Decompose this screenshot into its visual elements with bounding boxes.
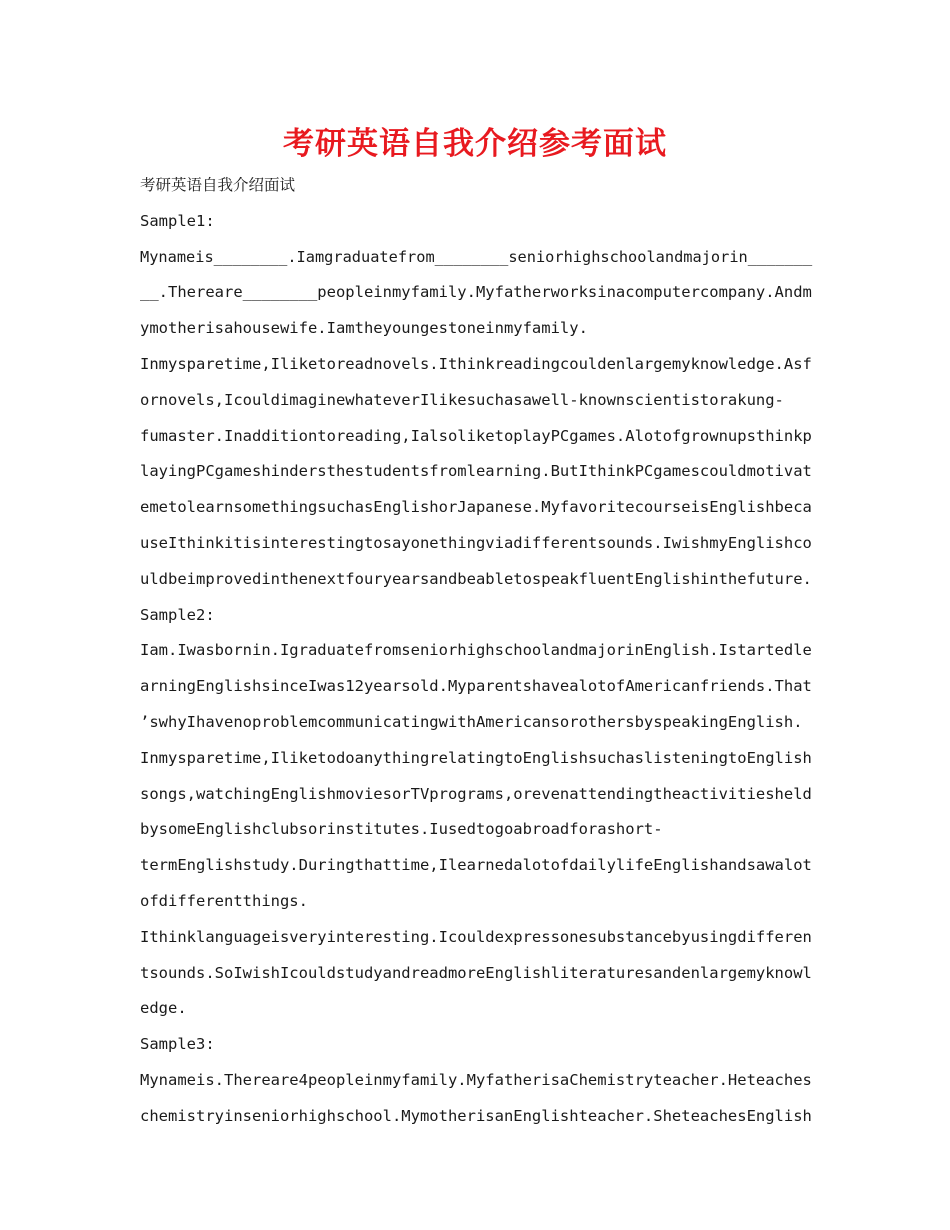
body-line: Mynameis________.Iamgraduatefrom________seniorhighschoolandmajorin_______ xyxy=(140,247,813,266)
body-line: fumaster.Inadditiontoreading,IalsoliketoplayPCgames.Alotofgrownupsthinkp xyxy=(140,426,812,445)
body-line: ymotherisahousewife.Iamtheyoungestoneinmyfamily. xyxy=(140,319,588,338)
body-line: Iam.Iwasbornin.IgraduatefromseniorhighschoolandmajorinEnglish.Istartedle xyxy=(140,641,812,660)
body-line: chemistryinseniorhighschool.MymotherisanEnglishteacher.SheteachesEnglish xyxy=(140,1106,812,1125)
body-line: songs,watchingEnglishmoviesorTVprograms,orevenattendingtheactivitiesheld xyxy=(140,784,812,803)
body-line: Inmysparetime,Iliketoreadnovels.Ithinkreadingcouldenlargemyknowledge.Asf xyxy=(140,354,812,373)
document-title: 考研英语自我介绍参考面试 xyxy=(283,126,667,162)
body-line: arningEnglishsinceIwas12yearsold.MyparentshavealotofAmericanfriends.That xyxy=(140,677,812,696)
body-line: ’swhyIhavenoproblemcommunicatingwithAmericansorothersbyspeakingEnglish. xyxy=(140,712,803,731)
sample-heading: Sample2: xyxy=(140,605,215,624)
body-line: layingPCgameshindersthestudentsfromlearning.ButIthinkPCgamescouldmotivat xyxy=(140,462,812,481)
body-line: Inmysparetime,IliketodoanythingrelatingtoEnglishsuchaslisteningtoEnglish xyxy=(140,748,812,767)
body-line: Ithinklanguageisveryinteresting.Icouldexpressonesubstancebyusingdifferen xyxy=(140,927,812,946)
body-line: tsounds.SoIwishIcouldstudyandreadmoreEnglishliteraturesandenlargemyknowl xyxy=(140,963,812,982)
sample-heading: Sample3: xyxy=(140,1035,215,1054)
body-line: termEnglishstudy.Duringthattime,IlearnedalotofdailylifeEnglishandsawalot xyxy=(140,856,812,875)
body-line: edge. xyxy=(140,999,187,1018)
document-body xyxy=(140,168,812,1135)
body-line: useIthinkitisinterestingtosayonethingviadifferentsounds.IwishmyEnglishco xyxy=(140,533,812,552)
body-line: uldbeimprovedinthenextfouryearsandbeabletospeakfluentEnglishinthefuture. xyxy=(140,569,812,588)
body-line: emetolearnsomethingsuchasEnglishorJapanese.MyfavoritecourseisEnglishbeca xyxy=(140,498,812,517)
subtitle-line: 考研英语自我介绍面试 xyxy=(140,176,296,194)
sample-heading: Sample1: xyxy=(140,211,215,230)
body-line: __.Thereare________peopleinmyfamily.Myfatherworksinacomputercompany.Andm xyxy=(140,283,812,302)
body-line: bysomeEnglishclubsorinstitutes.Iusedtogoabroadforashort- xyxy=(140,820,663,839)
body-line: ofdifferentthings. xyxy=(140,891,308,910)
body-line: ornovels,IcouldimaginewhateverIlikesuchasawell-knownscientistorakung- xyxy=(140,390,784,409)
body-line: Mynameis.Thereare4peopleinmyfamily.MyfatherisaChemistryteacher.Heteaches xyxy=(140,1070,812,1089)
